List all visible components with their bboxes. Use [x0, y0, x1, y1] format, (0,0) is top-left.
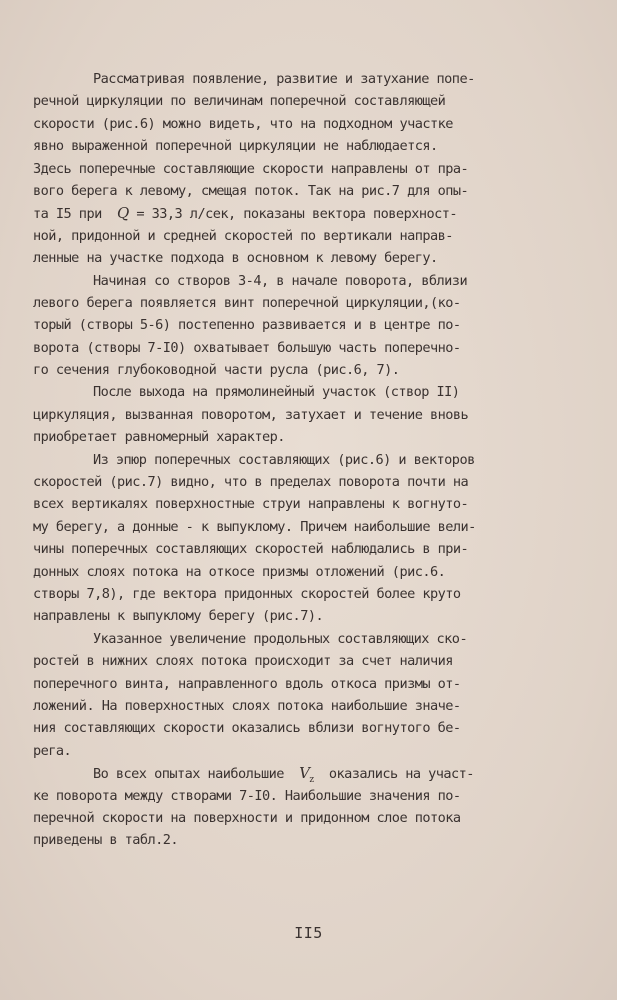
text-line: ворота (створы 7-I0) охватывает большую часть поперечно-: [33, 339, 461, 356]
formula-symbol-v-main: V: [299, 764, 310, 783]
text-line: Указанное увеличение продольных составляющих ско-: [93, 630, 468, 647]
text-line: перечной скорости на поверхности и придонном слое потока: [33, 809, 461, 826]
paragraph-2: [33, 270, 553, 382]
text-line: скоростей (рис.7) видно, что в пределах поворота почти на: [33, 474, 469, 491]
paragraph-6: [33, 762, 553, 852]
formula-text-before: та I5 при: [33, 206, 117, 223]
formula-text-after: оказались на участ-: [313, 766, 474, 783]
formula-subscript: z: [309, 775, 314, 786]
text-line: го сечения глубоководной части русла (рис.6, 7).: [33, 362, 400, 379]
page-number: II5: [294, 924, 323, 942]
text-line: му берегу, а донные - к выпуклому. Причем наибольшие вели-: [33, 518, 476, 535]
text-line: направлены к выпуклому берегу (рис.7).: [33, 608, 324, 625]
text-line: приведены в табл.2.: [33, 832, 179, 849]
text-line: вого берега к левому, смещая поток. Так на рис.7 для опы-: [33, 182, 469, 199]
text-line: донных слоях потока на откосе призмы отложений (рис.6.: [33, 563, 446, 580]
text-line: речной циркуляции по величинам поперечной составляющей: [33, 93, 446, 110]
text-line: ложений. На поверхностных слоях потока наибольшие значе-: [33, 697, 461, 714]
text-line: Здесь поперечные составляющие скорости направлены от пра-: [33, 160, 469, 177]
text-line: ния составляющих скорости оказались вблизи вогнутого бе-: [33, 720, 461, 737]
formula-text-after: = 33,3 л/сек, показаны вектора поверхност-: [128, 206, 458, 223]
text-line: створы 7,8), где вектора придонных скоростей более круто: [33, 585, 461, 602]
formula-line: [33, 202, 553, 224]
text-line: ленные на участке подхода в основном к левому берегу.: [33, 250, 438, 267]
text-line: рега.: [33, 742, 72, 759]
paragraph-3: [33, 381, 553, 448]
text-line: После выхода на прямолинейный участок (створ II): [93, 384, 460, 401]
text-line: поперечного винта, направленного вдоль откоса призмы от-: [33, 675, 461, 692]
text-line: циркуляция, вызванная поворотом, затухает и течение вновь: [33, 406, 469, 423]
text-line: чины поперечных составляющих скоростей наблюдались в при-: [33, 541, 469, 558]
text-line: ке поворота между створами 7-I0. Наибольшие значения по-: [33, 787, 461, 804]
formula-symbol-q: Q: [116, 204, 129, 223]
text-line: всех вертикалях поверхностные струи направлены к вогнуто-: [33, 496, 469, 513]
formula-symbol-v: [299, 764, 314, 786]
formula-text-before: Во всех опытах наибольшие: [93, 766, 300, 783]
text-line: левого берега появляется винт поперечной циркуляции,(ко-: [33, 294, 461, 311]
text-line: Начиная со створов 3-4, в начале поворота, вблизи: [93, 272, 468, 289]
body-text: [33, 68, 553, 852]
text-line: скорости (рис.6) можно видеть, что на подходном участке: [33, 115, 453, 132]
text-line: Из эпюр поперечных составляющих (рис.6) и векторов: [93, 451, 475, 468]
text-line: приобретает равномерный характер.: [33, 429, 285, 446]
paragraph-5: [33, 628, 553, 762]
formula-line: [33, 762, 553, 784]
text-line: Рассматривая появление, развитие и затухание попе-: [93, 71, 475, 87]
paragraph-1: [33, 68, 553, 270]
text-line: ной, придонной и средней скоростей по вертикали направ-: [33, 227, 453, 244]
paragraph-4: [33, 449, 553, 628]
text-line: торый (створы 5-6) постепенно развивается и в центре по-: [33, 317, 461, 334]
text-line: ростей в нижних слоях потока происходит за счет наличия: [33, 653, 453, 670]
text-line: явно выраженной поперечной циркуляции не наблюдается.: [33, 138, 438, 155]
